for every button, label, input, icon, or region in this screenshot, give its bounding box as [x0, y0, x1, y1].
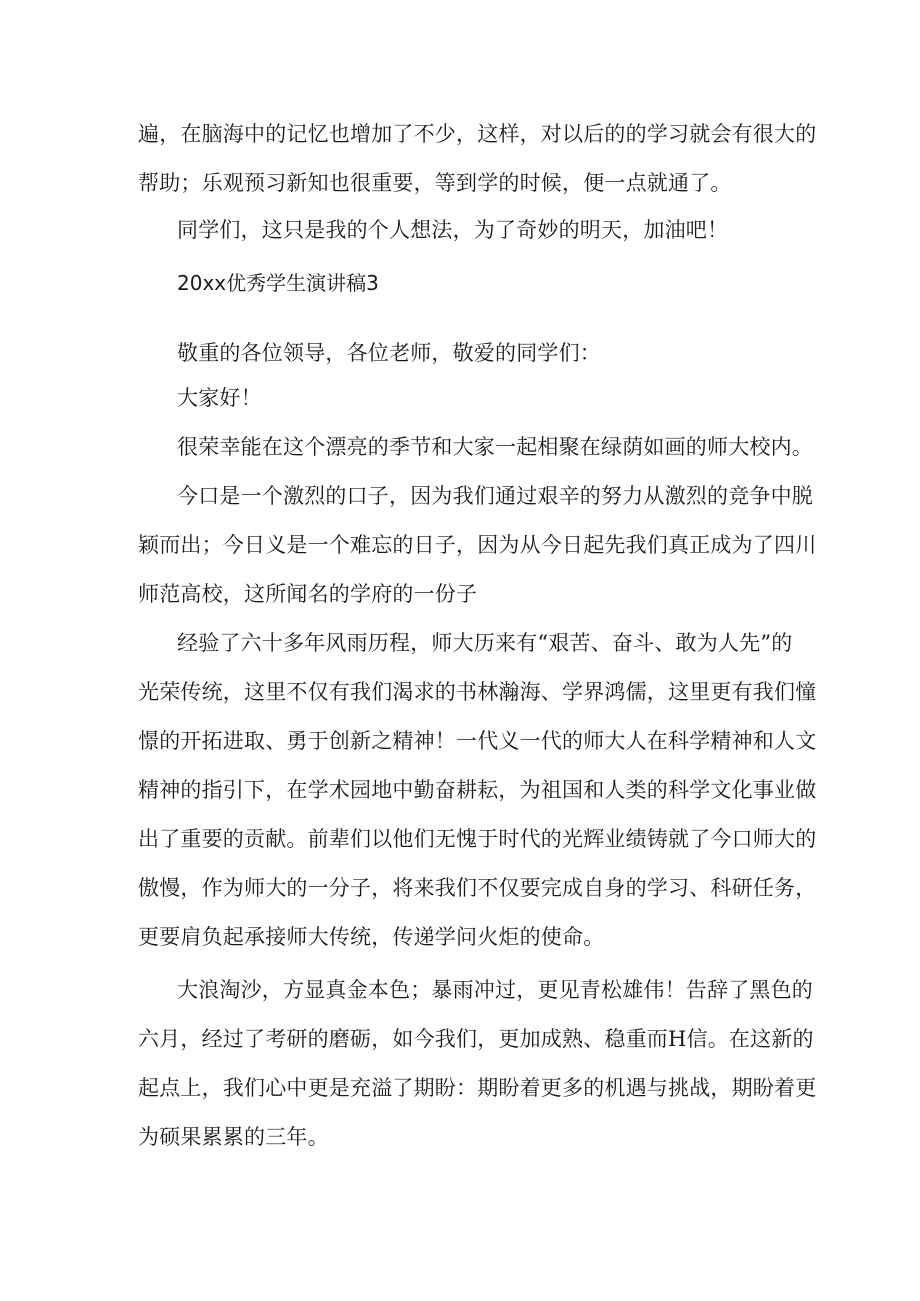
- text-line: 傲慢，作为师大的一分子，将来我们不仅要完成自身的学习、科研任务，: [138, 876, 817, 900]
- text-line: 很荣幸能在这个漂亮的季节和大家一起相聚在绿荫如画的师大校内。: [177, 435, 813, 459]
- greeting: 大家好！: [177, 386, 262, 410]
- text-line: 起点上，我们心中更是充溢了期盼：期盼着更多的机遇与挑战，期盼着更: [138, 1076, 817, 1100]
- text-line: 师范高校，这所闻名的学府的一份子: [138, 582, 478, 606]
- text-line: 光荣传统，这里不仅有我们渴求的书林瀚海、学界鸿儒，这里更有我们憧: [138, 680, 817, 704]
- text-line: 为硕果累累的三年。: [138, 1125, 329, 1149]
- text-line: 出了重要的贡献。前辈们以他们无愧于时代的光辉业绩铸就了今口师大的: [138, 827, 817, 851]
- salutation: 敬重的各位领导，各位老师，敬爱的同学们：: [177, 341, 601, 365]
- text-line: 遍，在脑海中的记忆也增加了不少，这样，对以后的的学习就会有很大的: [138, 122, 817, 146]
- text-line: 帮助；乐观预习新知也很重要，等到学的时候，便一点就通了。: [138, 171, 732, 195]
- text-line: 经验了六十多年风雨历程，师大历来有“艰苦、奋斗、敢为人先”的: [177, 631, 793, 655]
- text-line: 同学们，这只是我的个人想法，为了奇妙的明天，加油吧！: [177, 218, 729, 242]
- text-line: 颖而出；今日义是一个难忘的日子，因为从今日起先我们真正成为了四川: [138, 533, 817, 557]
- text-line: 憬的开拓进取、勇于创新之精神！一代义一代的师大人在科学精神和人文: [138, 729, 817, 753]
- text-line: 六月，经过了考研的磨砺，如今我们，更加成熟、稳重而H信。在这新的: [138, 1027, 814, 1051]
- text-line: 大浪淘沙，方显真金本色；暴雨冲过，更见青松雄伟！告辞了黑色的: [177, 978, 813, 1002]
- text-line: 更要肩负起承接师大传统，传递学问火炬的使命。: [138, 925, 605, 949]
- section-heading: 20xx优秀学生演讲稿3: [177, 271, 379, 295]
- text-line: 今口是一个激烈的口子，因为我们通过艰辛的努力从激烈的竞争中脱: [177, 484, 813, 508]
- text-line: 精神的指引下，在学术园地中勤奋耕耘，为祖国和人类的科学文化事业做: [138, 778, 817, 802]
